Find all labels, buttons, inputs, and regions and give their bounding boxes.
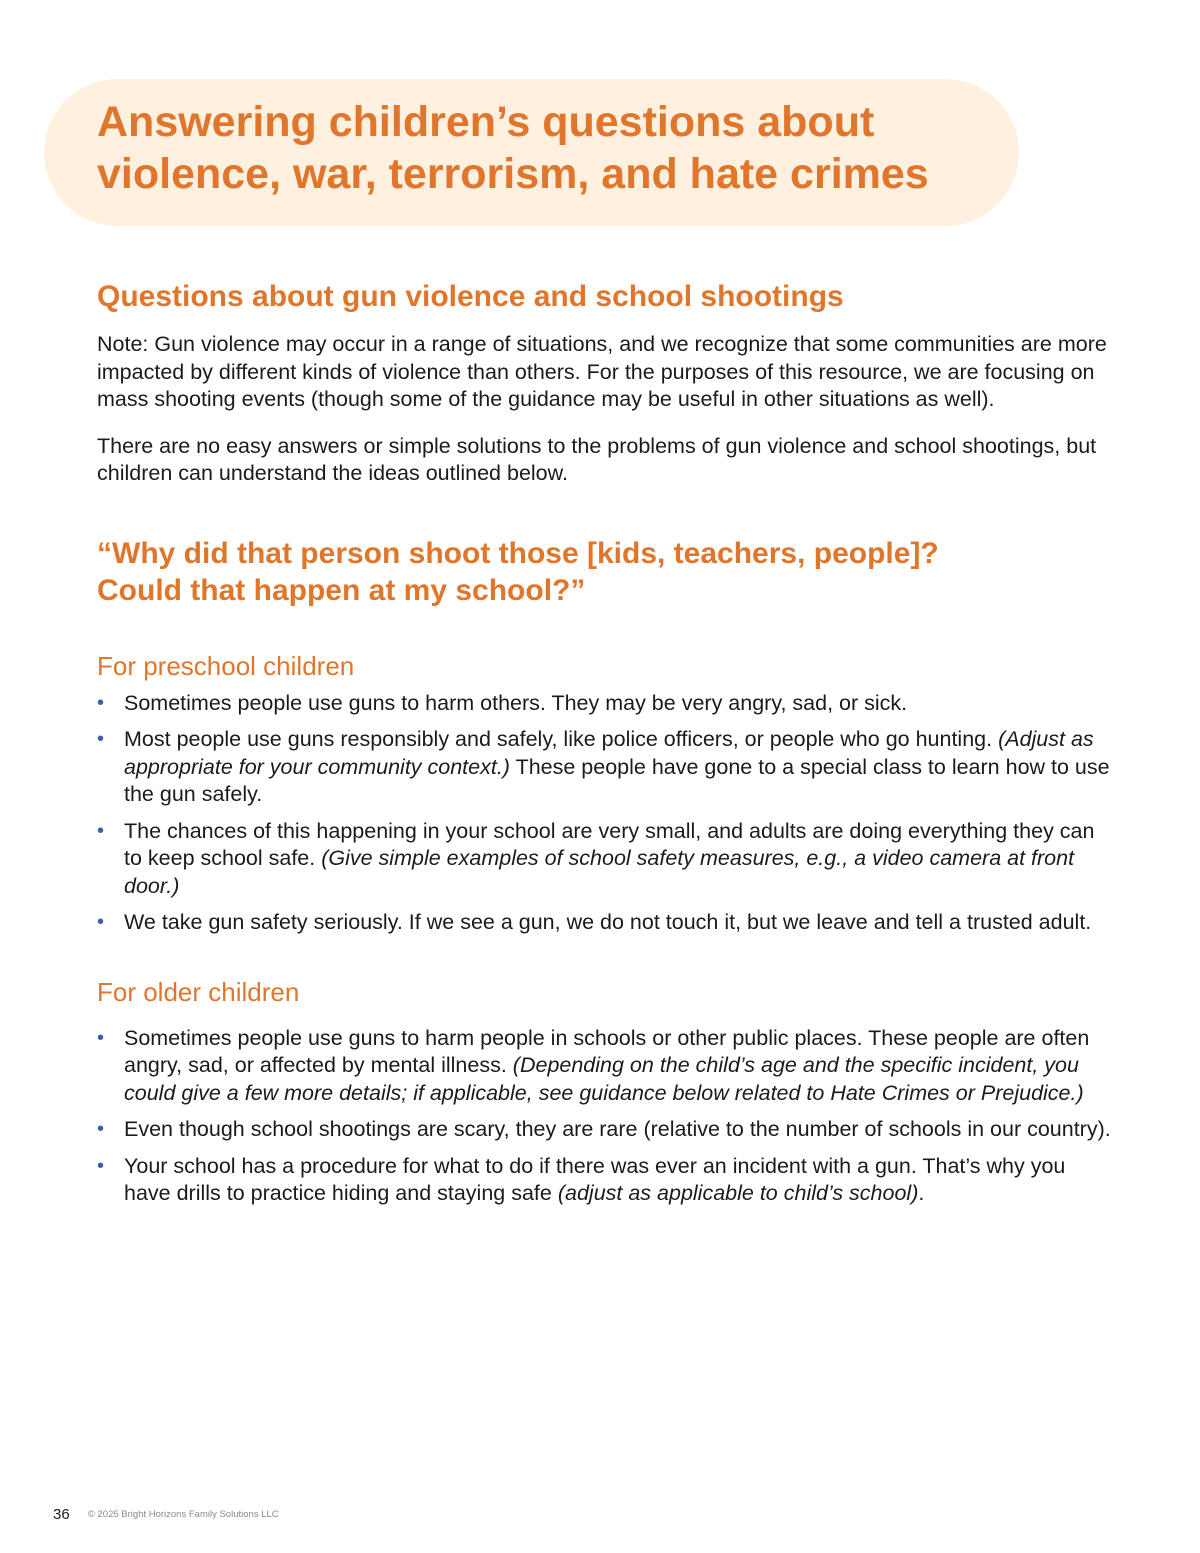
list-item-text-after: . (918, 1181, 925, 1205)
main-content (97, 278, 1112, 1217)
list-item (97, 690, 1112, 718)
bullet-icon: • (97, 819, 105, 842)
bullet-icon: • (97, 1118, 105, 1140)
question-heading (97, 535, 1112, 609)
page-number: 36 (53, 1506, 70, 1523)
section-heading: Questions about gun violence and school shootings (97, 280, 844, 313)
question-line-2: Could that happen at my school?” (97, 573, 586, 607)
bullet-icon: • (97, 728, 105, 750)
page-footer (53, 1506, 279, 1523)
copyright-notice: © 2025 Bright Horizons Family Solutions LLC (87, 1509, 279, 1520)
preschool-list (97, 690, 1112, 937)
list-item (97, 1116, 1112, 1144)
preschool-heading: For preschool children (97, 650, 355, 681)
intro-paragraph: There are no easy answers or simple solutions to the problems of gun violence and school shootings, but children can understand the ideas outlined below. (97, 433, 1097, 485)
list-item (97, 818, 1112, 901)
bullet-icon: • (97, 911, 105, 933)
list-item-text: Sometimes people use guns to harm others. They may be very angry, sad, or sick. (124, 690, 908, 715)
page-title-line-1: Answering children’s questions about (97, 98, 875, 146)
bullet-icon: • (97, 691, 105, 714)
list-item (97, 909, 1112, 937)
bullet-icon: • (97, 1154, 105, 1177)
note-paragraph: Note: Gun violence may occur in a range of situations, and we recognize that some communities are more impacted by different kinds of violence than others. For the purposes of this resource, we are focusing on mass shooting events (though some of the guidance may be useful in other situations as well). (97, 332, 1107, 411)
older-list (97, 1025, 1112, 1208)
bullet-icon: • (97, 1026, 105, 1049)
list-item-note: (Adjust as appropriate for your community context.) (124, 727, 1094, 779)
page-title-line-2: violence, war, terrorism, and hate crimes (97, 150, 929, 198)
list-item-text: We take gun safety seriously. If we see a gun, we do not touch it, but we leave and tell a trusted adult. (124, 910, 1092, 934)
list-item-note: (Depending on the child’s age and the specific incident, you could give a few more details; if applicable, see guidance below related to Hate Crimes or Prejudice.) (124, 1053, 1084, 1105)
list-item-text-after: These people have gone to a special class to learn how to use the gun safely. (124, 754, 1110, 806)
list-item-note: (Give simple examples of school safety measures, e.g., a video camera at front door.) (124, 846, 1075, 898)
page-title (97, 96, 997, 200)
list-item-text: Most people use guns responsibly and safely, like police officers, or people who go hunting. (124, 727, 999, 751)
list-item-text: The chances of this happening in your school are very small, and adults are doing everything they can to keep school safe. (124, 818, 1095, 870)
list-item (97, 1025, 1112, 1108)
list-item-text: Sometimes people use guns to harm people in schools or other public places. These people are often angry, sad, or affected by mental illness. (124, 1025, 1090, 1077)
older-heading: For older children (97, 976, 300, 1007)
list-item (97, 1153, 1112, 1208)
list-item-note: (adjust as applicable to child’s school) (557, 1181, 919, 1205)
question-line-1: “Why did that person shoot those [kids, teachers, people]? (97, 536, 939, 570)
list-item-text: Your school has a procedure for what to do if there was ever an incident with a gun. That’s why you have drills to practice hiding and staying safe (124, 1153, 1066, 1205)
list-item-text: Even though school shootings are scary, they are rare (relative to the number of schools in our country). (124, 1117, 1111, 1141)
list-item (97, 726, 1112, 809)
